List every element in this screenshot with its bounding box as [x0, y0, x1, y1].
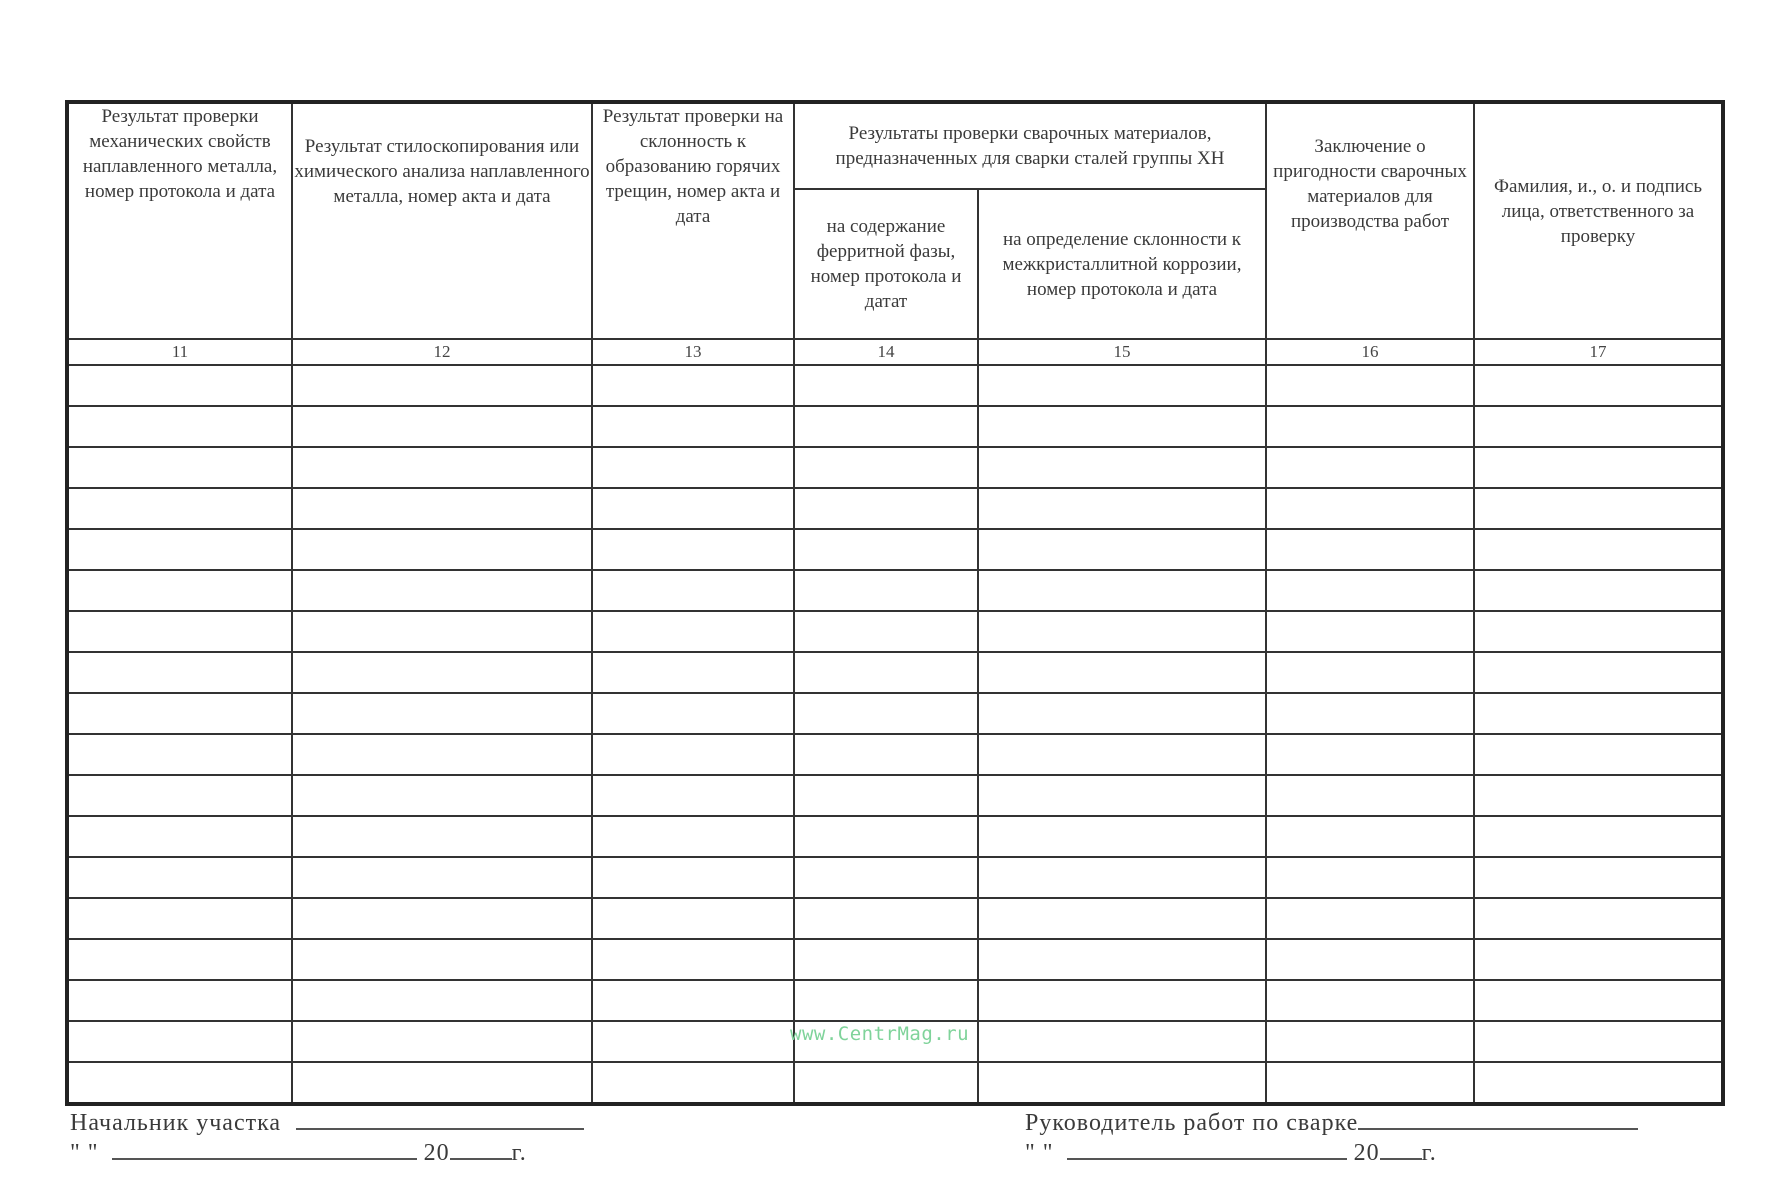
table-cell[interactable] — [1474, 775, 1723, 816]
table-cell[interactable] — [794, 693, 978, 734]
table-row — [67, 1062, 1723, 1104]
table-cell[interactable] — [978, 857, 1266, 898]
column-number: 11 — [67, 339, 292, 365]
date-right-day-month-line[interactable] — [1067, 1158, 1347, 1160]
table-cell[interactable] — [1266, 693, 1474, 734]
table-cell[interactable] — [67, 775, 292, 816]
signature-left — [70, 1110, 584, 1137]
header-col-13-text: Результат проверки на склонность к образованию горячих трещин, номер акта и дата — [602, 106, 784, 227]
header-col-15-text: на определение склонности к межкристаллитной коррозии, номер протокола и дата — [1002, 228, 1242, 300]
table-cell[interactable] — [292, 1062, 592, 1104]
table-cell[interactable] — [978, 529, 1266, 570]
date-left-day-month-line[interactable] — [112, 1158, 417, 1160]
table-cell[interactable] — [292, 816, 592, 857]
table-cell[interactable] — [794, 1062, 978, 1104]
table-cell[interactable] — [1266, 939, 1474, 980]
table-cell[interactable] — [1474, 898, 1723, 939]
table-cell[interactable] — [67, 693, 292, 734]
table-cell[interactable] — [794, 734, 978, 775]
table-cell[interactable] — [1266, 611, 1474, 652]
table-cell[interactable] — [794, 857, 978, 898]
journal-table — [65, 100, 1725, 1106]
column-number: 12 — [292, 339, 592, 365]
table-cell[interactable] — [1266, 365, 1474, 406]
table-cell[interactable] — [794, 488, 978, 529]
header-col-12-text: Результат стилоскопирования или химического анализа наплавленного металла, номер акта и дата — [294, 136, 590, 207]
table-cell[interactable] — [67, 1021, 292, 1062]
table-cell[interactable] — [592, 488, 794, 529]
header-group-text: Результаты проверки сварочных материалов, предназначенных для сварки сталей группы ХН — [835, 123, 1225, 169]
table-cell[interactable] — [592, 898, 794, 939]
table-cell[interactable] — [1474, 857, 1723, 898]
table-cell[interactable] — [1474, 734, 1723, 775]
header-col-12 — [292, 102, 592, 339]
column-number: 13 — [592, 339, 794, 365]
table-cell[interactable] — [1266, 488, 1474, 529]
table-cell[interactable] — [592, 734, 794, 775]
table-cell[interactable] — [592, 939, 794, 980]
table-cell[interactable] — [794, 529, 978, 570]
table-cell[interactable] — [794, 898, 978, 939]
table-cell[interactable] — [978, 488, 1266, 529]
date-left-year: 20 — [423, 1140, 450, 1166]
table-cell[interactable] — [592, 693, 794, 734]
column-numbers-row — [67, 339, 1723, 365]
date-left-year-line[interactable] — [450, 1158, 512, 1160]
column-number: 15 — [978, 339, 1266, 365]
table-cell[interactable] — [794, 816, 978, 857]
table-cell[interactable] — [292, 447, 592, 488]
date-left-quotes: " " — [70, 1140, 99, 1166]
table-row — [67, 406, 1723, 447]
table-cell[interactable] — [592, 857, 794, 898]
table-cell[interactable] — [794, 365, 978, 406]
table-row — [67, 775, 1723, 816]
table-cell[interactable] — [978, 693, 1266, 734]
table-cell[interactable] — [978, 406, 1266, 447]
table-cell[interactable] — [592, 652, 794, 693]
table-cell[interactable] — [292, 980, 592, 1021]
table-cell[interactable] — [978, 898, 1266, 939]
table-cell[interactable] — [592, 570, 794, 611]
table-cell[interactable] — [1474, 652, 1723, 693]
column-number: 16 — [1266, 339, 1474, 365]
table-cell[interactable] — [292, 693, 592, 734]
header-col-11 — [67, 102, 292, 339]
table-row — [67, 980, 1723, 1021]
date-right — [1025, 1140, 1437, 1167]
table-cell[interactable] — [978, 652, 1266, 693]
table-cell[interactable] — [1474, 488, 1723, 529]
table-cell[interactable] — [592, 980, 794, 1021]
table-cell[interactable] — [592, 529, 794, 570]
table-cell[interactable] — [67, 365, 292, 406]
date-left-suffix: г. — [511, 1140, 527, 1166]
table-cell[interactable] — [1266, 775, 1474, 816]
table-cell[interactable] — [292, 898, 592, 939]
watermark-text: www.CentrMag.ru — [790, 1023, 970, 1045]
table-row — [67, 570, 1723, 611]
table-cell[interactable] — [1474, 939, 1723, 980]
table-cell[interactable] — [67, 611, 292, 652]
table-cell[interactable] — [67, 939, 292, 980]
table-cell[interactable] — [592, 1021, 794, 1062]
table-cell[interactable] — [67, 734, 292, 775]
table-cell[interactable] — [1474, 365, 1723, 406]
table-cell[interactable] — [592, 611, 794, 652]
header-col-15 — [978, 189, 1266, 339]
table-cell[interactable] — [592, 1062, 794, 1104]
table-cell[interactable] — [794, 775, 978, 816]
table-cell[interactable] — [1474, 611, 1723, 652]
table-row — [67, 652, 1723, 693]
table-cell[interactable] — [67, 488, 292, 529]
table-cell[interactable] — [1266, 898, 1474, 939]
table-cell[interactable] — [292, 857, 592, 898]
table-cell[interactable] — [978, 447, 1266, 488]
table-cell[interactable] — [1474, 1021, 1723, 1062]
table-cell[interactable] — [978, 816, 1266, 857]
table-cell[interactable] — [1474, 406, 1723, 447]
table-row — [67, 816, 1723, 857]
table-cell[interactable] — [67, 816, 292, 857]
header-col-14-text: на содержание ферритной фазы, номер протокола и датат — [810, 216, 962, 312]
table-cell[interactable] — [292, 406, 592, 447]
table-cell[interactable] — [592, 406, 794, 447]
table-cell[interactable] — [592, 816, 794, 857]
header-col-14 — [794, 189, 978, 339]
table-cell[interactable] — [1266, 980, 1474, 1021]
table-cell[interactable] — [794, 939, 978, 980]
blank-rows — [67, 365, 1723, 1104]
table-cell[interactable] — [794, 611, 978, 652]
table-cell[interactable] — [794, 980, 978, 1021]
table-row — [67, 365, 1723, 406]
table-cell[interactable] — [292, 488, 592, 529]
table-cell[interactable] — [978, 734, 1266, 775]
table-row — [67, 734, 1723, 775]
signature-right-line[interactable] — [1358, 1128, 1638, 1130]
table-cell[interactable] — [978, 611, 1266, 652]
table-cell[interactable] — [292, 570, 592, 611]
table-cell[interactable] — [67, 406, 292, 447]
table-cell[interactable] — [67, 857, 292, 898]
table-cell[interactable] — [292, 1021, 592, 1062]
table-cell[interactable] — [1266, 652, 1474, 693]
table-cell[interactable] — [978, 570, 1266, 611]
table-cell[interactable] — [292, 529, 592, 570]
table-row — [67, 898, 1723, 939]
date-right-quotes: " " — [1025, 1140, 1054, 1166]
table-cell[interactable] — [978, 1021, 1266, 1062]
table-cell[interactable] — [1266, 570, 1474, 611]
signature-right — [1025, 1110, 1638, 1137]
table-cell[interactable] — [1266, 857, 1474, 898]
table-cell[interactable] — [292, 652, 592, 693]
table-cell[interactable] — [794, 570, 978, 611]
table-cell[interactable] — [1474, 693, 1723, 734]
table-cell[interactable] — [1474, 447, 1723, 488]
date-right-year-line[interactable] — [1380, 1158, 1422, 1160]
table-cell[interactable] — [292, 734, 592, 775]
table-cell[interactable] — [978, 775, 1266, 816]
table-cell[interactable] — [1474, 529, 1723, 570]
signature-left-line[interactable] — [296, 1128, 584, 1130]
table-cell[interactable] — [592, 447, 794, 488]
table-cell[interactable] — [1266, 529, 1474, 570]
table-cell[interactable] — [67, 1062, 292, 1104]
table-cell[interactable] — [592, 775, 794, 816]
table-cell[interactable] — [67, 570, 292, 611]
table-row — [67, 611, 1723, 652]
table-cell[interactable] — [67, 529, 292, 570]
column-number: 17 — [1474, 339, 1723, 365]
table-cell[interactable] — [1474, 980, 1723, 1021]
table-cell[interactable] — [978, 980, 1266, 1021]
header-col-11-text: Результат проверки механических свойств наплавленного металла, номер протокола и дата — [82, 106, 278, 202]
signature-left-label: Начальник участка — [70, 1110, 282, 1136]
table-cell[interactable] — [978, 1062, 1266, 1104]
table-row — [67, 447, 1723, 488]
table-row — [67, 693, 1723, 734]
header-col-13 — [592, 102, 794, 339]
header-col-16 — [1266, 102, 1474, 339]
table-cell[interactable] — [978, 939, 1266, 980]
header-col-17-text: Фамилия, и., о. и подпись лица, ответственного за проверку — [1493, 176, 1703, 247]
table-row — [67, 939, 1723, 980]
table-cell[interactable] — [67, 898, 292, 939]
table-row — [67, 488, 1723, 529]
table-cell[interactable] — [1266, 1062, 1474, 1104]
header-col-17 — [1474, 102, 1723, 339]
table-cell[interactable] — [1266, 406, 1474, 447]
date-right-suffix: г. — [1421, 1140, 1437, 1166]
table-cell[interactable] — [794, 406, 978, 447]
table-cell[interactable] — [292, 611, 592, 652]
table-row — [67, 529, 1723, 570]
table-cell[interactable] — [292, 939, 592, 980]
table-cell[interactable] — [67, 447, 292, 488]
table-cell[interactable] — [592, 365, 794, 406]
table-cell[interactable] — [1474, 1062, 1723, 1104]
table-cell[interactable] — [794, 652, 978, 693]
table-cell[interactable] — [1474, 816, 1723, 857]
column-number: 14 — [794, 339, 978, 365]
table-cell[interactable] — [1474, 570, 1723, 611]
header-col-16-text: Заключение о пригодности сварочных материалов для производства работ — [1273, 136, 1467, 232]
signature-right-label: Руководитель работ по сварке — [1025, 1110, 1359, 1136]
table-row — [67, 857, 1723, 898]
table-cell[interactable] — [1266, 734, 1474, 775]
date-right-year: 20 — [1353, 1140, 1380, 1166]
table-cell[interactable] — [1266, 1021, 1474, 1062]
table-cell[interactable] — [978, 365, 1266, 406]
table-cell[interactable] — [1266, 816, 1474, 857]
table-cell[interactable] — [292, 775, 592, 816]
table-cell[interactable] — [794, 447, 978, 488]
table-cell[interactable] — [1266, 447, 1474, 488]
table-cell[interactable] — [67, 980, 292, 1021]
table-cell[interactable] — [292, 365, 592, 406]
header-group — [794, 102, 1266, 189]
date-left — [70, 1140, 527, 1167]
table-cell[interactable] — [67, 652, 292, 693]
